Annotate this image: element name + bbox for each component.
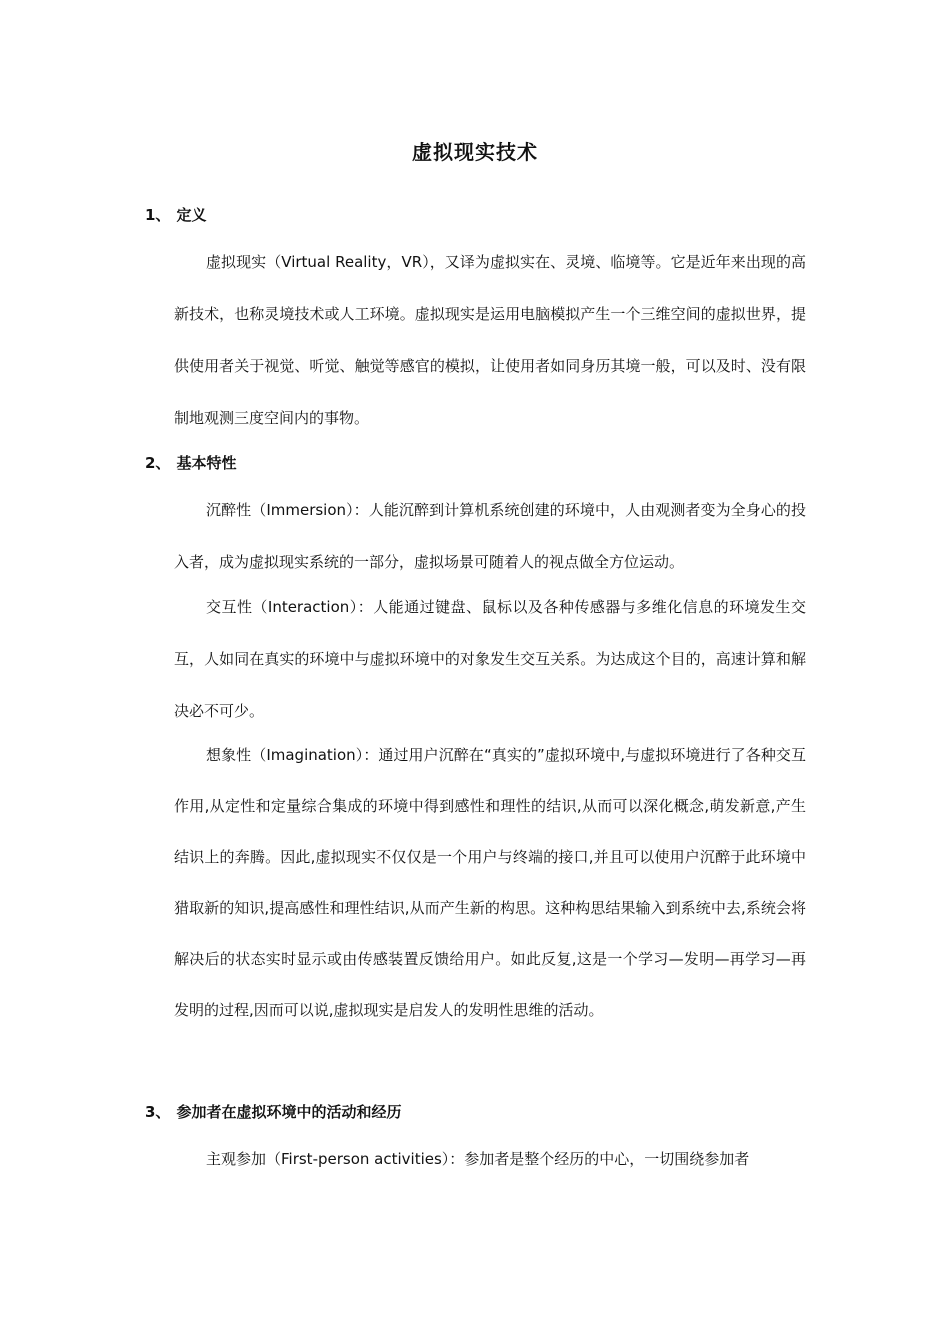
paragraph-definition: 虚拟现实（Virtual Reality，VR），又译为虚拟实在、灵境、临境等。它是近年来出现的高新技术，也称灵境技术或人工环境。虚拟现实是运用电脑模拟产生一个三维空间的虚拟世界，提供使用者关于视觉、听觉、触觉等感官的模拟，让使用者如同身历其境一般，可以及时、没有限制地观测三度空间内的事物。 [174, 253, 806, 427]
section-number: 2、 [145, 454, 171, 472]
paragraph-imagination: 想象性（Imagination）：通过用户沉醉在“真实的”虚拟环境中,与虚拟环境进行了各种交互作用,从定性和定量综合集成的环境中得到感性和理性的结识,从而可以深化概念,萌发新意,产生结识上的奔腾。因此,虚拟现实不仅仅是一个用户与终端的接口,并且可以使用户沉醉于此环境中猎取新的知识,提高感性和理性结识,从而产生新的构思。这种构思结果输入到系统中去,系统会将解决后的状态实时显示或由传感装置反馈给用户。如此反复,这是一个学习—发明—再学习—再发明的过程,因而可以说,虚拟现实是启发人的发明性思维的活动。 [174, 746, 806, 1019]
section-heading-1 [145, 204, 206, 225]
paragraph-interaction: 交互性（Interaction）：人能通过键盘、鼠标以及各种传感器与多维化信息的环境发生交互，人如同在真实的环境中与虚拟环境中的对象发生交互关系。为达成这个目的，高速计算和解决必不可少。 [174, 598, 806, 720]
section-title: 基本特性 [176, 454, 237, 472]
section-number: 1、 [145, 206, 171, 224]
paragraph-first-person: 主观参加（First-person activities）：参加者是整个经历的中心，一切围绕参加者 [206, 1150, 750, 1168]
section-title: 定义 [176, 206, 207, 224]
paragraph-immersion: 沉醉性（Immersion）：人能沉醉到计算机系统创建的环境中，人由观测者变为全身心的投入者，成为虚拟现实系统的一部分，虚拟场景可随着人的视点做全方位运动。 [174, 501, 806, 571]
section-title: 参加者在虚拟环境中的活动和经历 [176, 1103, 402, 1121]
section-heading-2 [145, 452, 236, 473]
document-title: 虚拟现实技术 [412, 140, 538, 164]
section-number: 3、 [145, 1103, 171, 1121]
section-heading-3 [145, 1101, 401, 1122]
